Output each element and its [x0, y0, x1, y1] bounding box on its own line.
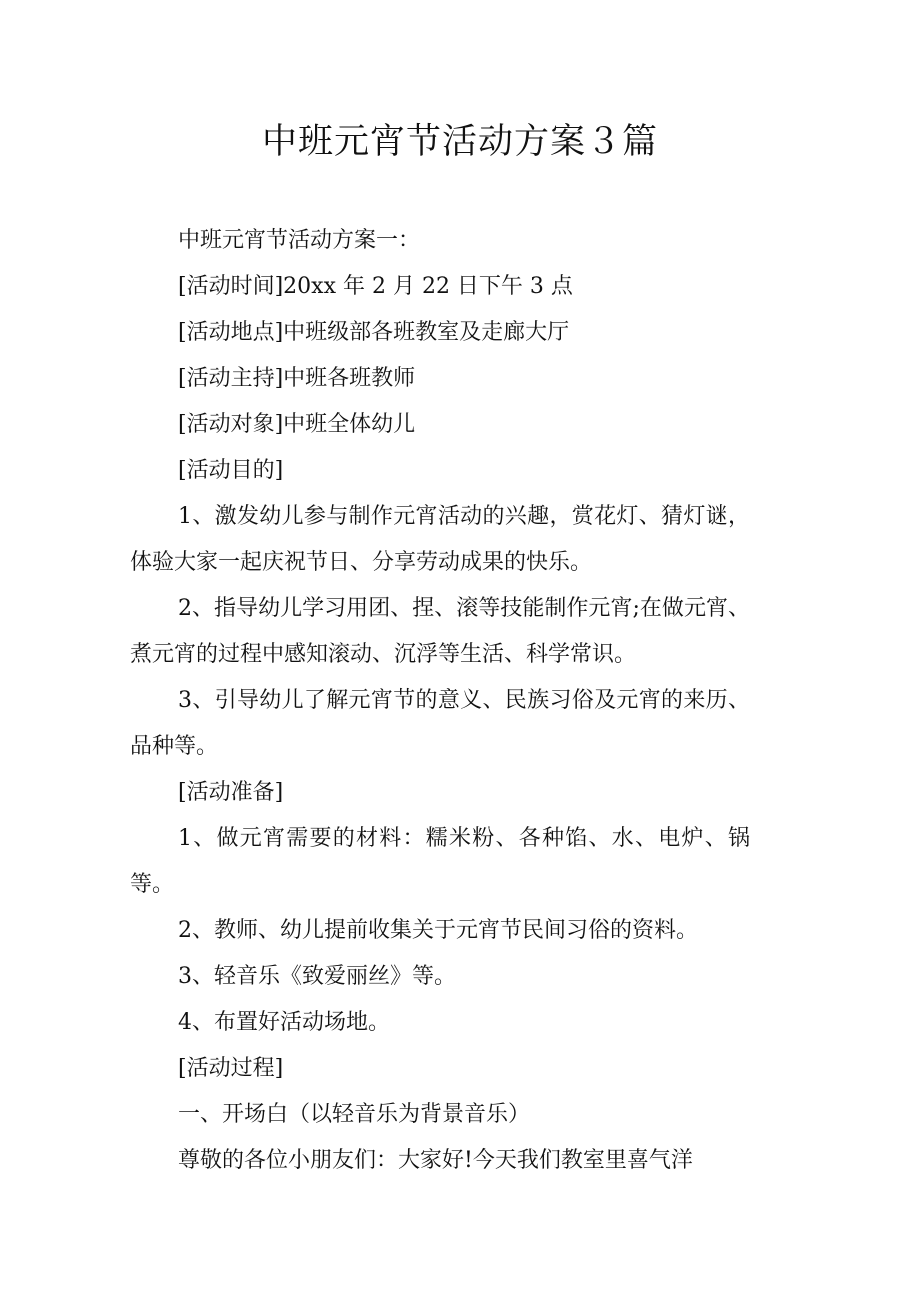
paragraph-audience: [活动对象]中班全体幼儿 — [178, 412, 416, 437]
process-text: 尊敬的各位小朋友们：大家好!今天我们教室里喜气洋 — [178, 1148, 693, 1173]
paragraph-host: [活动主持]中班各班教师 — [178, 366, 416, 391]
section-heading-preparation: [活动准备] — [178, 780, 284, 805]
goal-item-1: 1、激发幼儿参与制作元宵活动的兴趣，赏花灯、猜灯谜，体验大家一起庆祝节日、分享劳动成果的快乐。 — [130, 504, 750, 575]
goal-item-2: 2、指导幼儿学习用团、捏、滚等技能制作元宵;在做元宵、煮元宵的过程中感知滚动、沉浮等生活、科学常识。 — [130, 596, 750, 667]
paragraph-time: [活动时间]20xx 年 2 月 22 日下午 3 点 — [178, 274, 573, 299]
prep-item-1: 1、做元宵需要的材料：糯米粉、各种馅、水、电炉、锅等。 — [130, 826, 750, 897]
paragraph-location: [活动地点]中班级部各班教室及走廊大厅 — [178, 320, 570, 345]
section-heading-process: [活动过程] — [178, 1056, 284, 1081]
document-title: 中班元宵节活动方案３篇 — [261, 122, 658, 162]
prep-item-2: 2、教师、幼儿提前收集关于元宵节民间习俗的资料。 — [178, 918, 698, 943]
prep-item-4: 4、布置好活动场地。 — [178, 1010, 390, 1035]
process-step-1: 一、开场白（以轻音乐为背景音乐） — [178, 1102, 531, 1127]
paragraph-intro: 中班元宵节活动方案一： — [178, 228, 421, 253]
document-body — [130, 218, 750, 1184]
goal-item-3: 3、引导幼儿了解元宵节的意义、民族习俗及元宵的来历、品种等。 — [130, 688, 750, 759]
section-heading-goals: [活动目的] — [178, 458, 284, 483]
prep-item-3: 3、轻音乐《致爱丽丝》等。 — [178, 964, 456, 989]
